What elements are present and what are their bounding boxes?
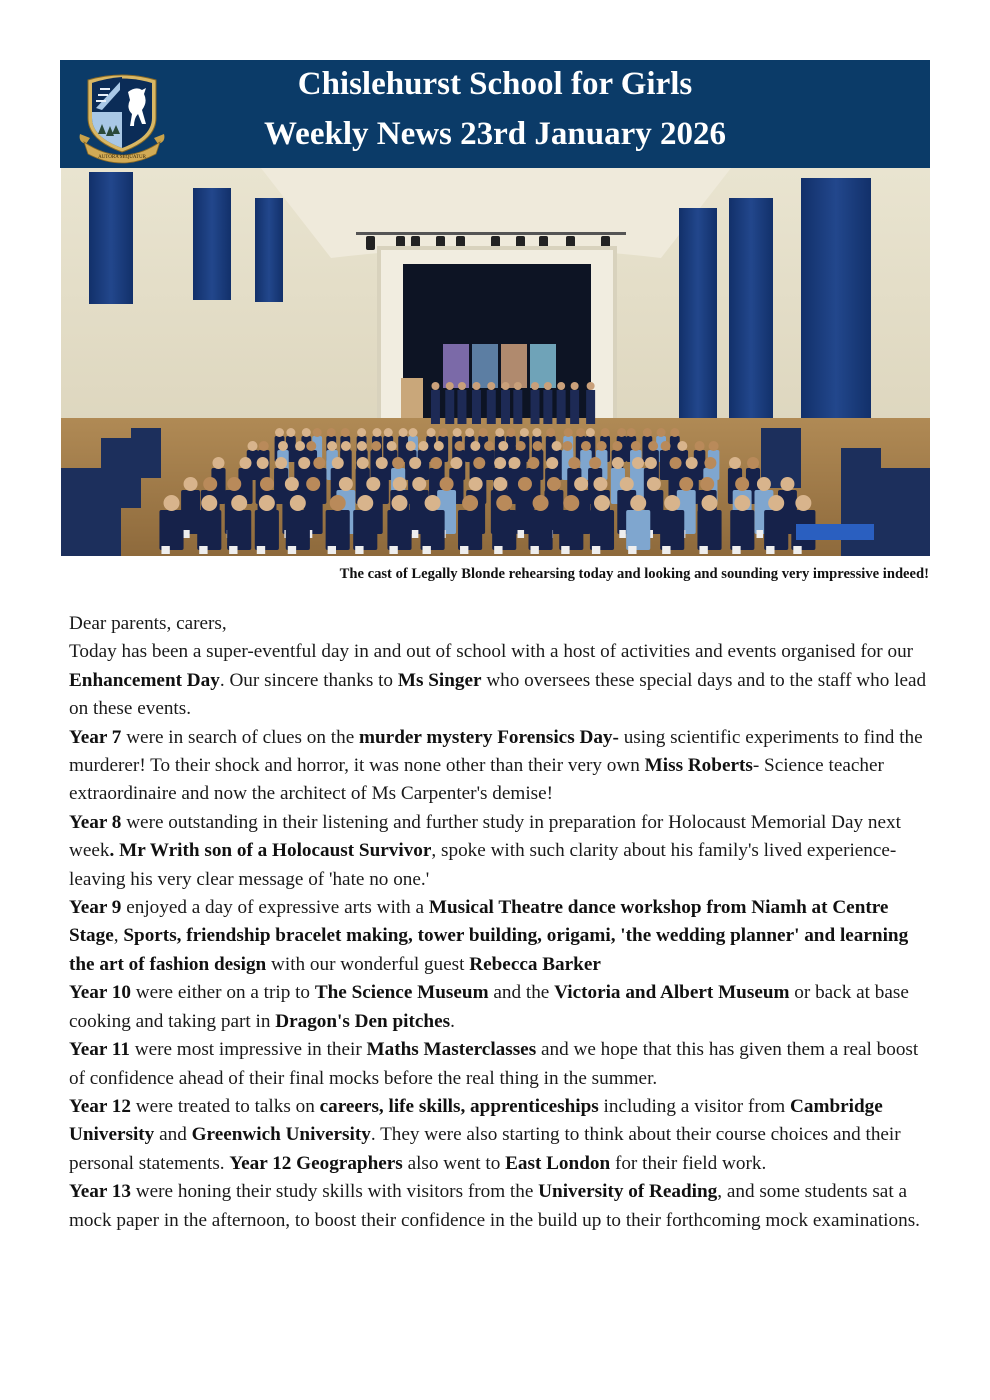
student-head: [484, 441, 494, 451]
student-head: [695, 441, 705, 451]
bold-text: Sports, friendship bracelet making, tower building, origami, 'the wedding planner' and learning the art of fashion design: [69, 925, 909, 975]
student-head: [391, 495, 407, 511]
letter-paragraph: [69, 724, 929, 809]
stage-banner: [443, 344, 469, 388]
bold-text: Dragon's Den pitches: [275, 1010, 451, 1032]
stage-banner: [501, 344, 527, 388]
student-shoe: [517, 530, 524, 538]
student: [326, 510, 350, 550]
student-head: [412, 477, 426, 491]
body-text: were either on a trip to: [131, 982, 315, 1004]
student-head: [327, 441, 337, 451]
performer-head: [458, 382, 466, 390]
performer-head: [472, 382, 480, 390]
student-head: [627, 428, 636, 437]
student-head: [302, 428, 311, 437]
student-shoe: [183, 530, 190, 538]
student-head: [670, 428, 679, 437]
photo-caption: The cast of Legally Blonde rehearsing today and looking and sounding very impressive indeed!: [339, 566, 929, 582]
performer-head: [544, 382, 552, 390]
student-head: [341, 428, 350, 437]
bold-text: Year 10: [69, 982, 131, 1004]
student-head: [563, 495, 579, 511]
student-head: [533, 441, 543, 451]
student-head: [387, 441, 397, 451]
student-head: [734, 495, 750, 511]
student-head: [563, 441, 573, 451]
student-head: [757, 477, 771, 491]
student-head: [574, 477, 588, 491]
student-head: [275, 457, 287, 469]
student-head: [434, 441, 444, 451]
student-head: [612, 441, 622, 451]
body-text: were outstanding in their listening and further study in preparation for Holocaust Memorial Day next week: [69, 811, 901, 862]
letter-paragraph: [69, 979, 929, 1036]
student-head: [493, 477, 507, 491]
student-head: [648, 441, 658, 451]
performer: [570, 390, 579, 424]
performer: [501, 390, 510, 424]
student-shoe: [412, 530, 419, 538]
performer-head: [514, 382, 522, 390]
student-head: [670, 457, 682, 469]
student-shoe: [328, 546, 336, 554]
bold-text: Year 9: [69, 897, 122, 919]
student-shoe: [592, 546, 600, 554]
bold-text: Greenwich University: [191, 1124, 371, 1146]
student-head: [768, 495, 784, 511]
window-curtain: [255, 198, 283, 302]
student-shoe: [199, 546, 207, 554]
student-head: [520, 428, 529, 437]
student-head: [306, 477, 320, 491]
student-head: [330, 495, 346, 511]
body-text: and: [154, 1124, 192, 1146]
student-head: [664, 495, 680, 511]
body-text: and we hope that this has given them a real boost of confidence ahead of their final mocks before the real thing in the summer.: [69, 1039, 919, 1089]
student: [529, 510, 553, 550]
student-head: [677, 441, 687, 451]
student: [492, 510, 516, 550]
student-head: [518, 477, 532, 491]
student-head: [212, 457, 224, 469]
performer-head: [557, 382, 565, 390]
body-text: enjoyed a day of expressive arts with a: [121, 897, 429, 919]
bold-text: Year 8: [69, 811, 122, 833]
student-head: [795, 495, 811, 511]
bold-text: Year 12: [69, 1095, 131, 1117]
letter-paragraphs: [69, 638, 929, 1235]
student-head: [508, 457, 520, 469]
bold-text: Miss Roberts: [644, 755, 753, 777]
student-head: [259, 495, 275, 511]
student-head: [290, 495, 306, 511]
body-text: with our wonderful guest: [266, 953, 470, 975]
student-head: [700, 477, 714, 491]
student-head: [184, 477, 198, 491]
newsletter-header: [60, 60, 930, 168]
student: [227, 510, 251, 550]
body-text: Today has been a super-eventful day in and out of school with a host of activities and events organised for our: [69, 641, 914, 663]
student-head: [632, 457, 644, 469]
student: [181, 490, 200, 534]
student-head: [532, 428, 541, 437]
student: [353, 510, 377, 550]
student: [559, 510, 583, 550]
school-name: Chislehurst School for Girls: [297, 66, 693, 102]
student-head: [275, 428, 284, 437]
student-head: [594, 495, 610, 511]
student-head: [399, 428, 408, 437]
letter-paragraph: [69, 894, 929, 979]
student-head: [702, 495, 718, 511]
student-shoe: [561, 546, 569, 554]
rehearsal-photo: [61, 168, 930, 556]
bold-text: Year 11: [69, 1039, 130, 1061]
crest-motto: AUTORA SEQUATUR: [98, 155, 146, 160]
student-head: [593, 477, 607, 491]
performer: [431, 390, 440, 424]
performer-head: [431, 382, 439, 390]
student-head: [278, 441, 288, 451]
student-head: [295, 441, 305, 451]
body-text: - Science teacher extraordinaire and now the architect of Ms Carpenter's demise!: [69, 755, 884, 805]
letter-paragraph: [69, 1178, 929, 1235]
body-text: . They were also starting to think about their course choices and their personal statements.: [69, 1124, 901, 1174]
student-head: [780, 477, 794, 491]
window-curtain: [193, 188, 231, 300]
body-text: were in search of clues on the: [121, 726, 360, 748]
student-head: [425, 495, 441, 511]
student: [458, 510, 482, 550]
performer: [543, 390, 552, 424]
bold-text: Maths Masterclasses: [366, 1039, 537, 1061]
performer: [557, 390, 566, 424]
student-shoe: [628, 546, 636, 554]
student-shoe: [766, 546, 774, 554]
student-head: [327, 428, 336, 437]
student-shoe: [756, 530, 763, 538]
stage-banner: [530, 344, 556, 388]
student-head: [313, 457, 325, 469]
student-head: [462, 495, 478, 511]
student-head: [546, 428, 555, 437]
performer-head: [531, 382, 539, 390]
student-head: [527, 457, 539, 469]
letter-paragraph: [69, 1036, 929, 1093]
student-head: [313, 428, 322, 437]
body-text: were treated to talks on: [131, 1095, 320, 1117]
student-head: [516, 441, 526, 451]
student-shoe: [494, 546, 502, 554]
student-shoe: [288, 546, 296, 554]
student-head: [552, 441, 562, 451]
student-head: [647, 477, 661, 491]
student-head: [643, 428, 652, 437]
student-head: [496, 495, 512, 511]
letter-paragraph: [69, 809, 929, 894]
stage-banner: [472, 344, 498, 388]
student-head: [657, 428, 666, 437]
chair-stack: [881, 468, 930, 556]
student-head: [341, 441, 351, 451]
bold-text: Musical Theatre dance workshop from Niamh at Centre Stage: [69, 897, 889, 947]
performer: [472, 390, 481, 424]
lighting-bar: [356, 232, 626, 235]
body-text: also went to: [402, 1152, 506, 1174]
student-head: [409, 428, 418, 437]
student-head: [568, 457, 580, 469]
body-text: were honing their study skills with visitors from the: [131, 1181, 539, 1203]
student: [697, 510, 721, 550]
student-head: [357, 428, 366, 437]
student-head: [729, 457, 741, 469]
performer-head: [587, 382, 595, 390]
student: [255, 510, 279, 550]
student-head: [465, 428, 474, 437]
student-head: [506, 428, 515, 437]
student-head: [259, 441, 269, 451]
student-head: [298, 457, 310, 469]
student: [286, 510, 310, 550]
student-head: [479, 428, 488, 437]
bold-text: careers, life skills, apprenticeships: [319, 1095, 599, 1117]
performer: [586, 390, 595, 424]
school-hall-scene: [61, 168, 930, 556]
student-head: [704, 457, 716, 469]
student: [660, 510, 684, 550]
performer-head: [502, 382, 510, 390]
student-head: [357, 495, 373, 511]
student-shoe: [389, 546, 397, 554]
student-shoe: [355, 546, 363, 554]
student-head: [581, 441, 591, 451]
bold-text: Ms Singer: [397, 669, 482, 691]
student-head: [597, 441, 607, 451]
performer: [445, 390, 454, 424]
student-shoe: [662, 546, 670, 554]
student-head: [735, 477, 749, 491]
student-head: [630, 495, 646, 511]
student-head: [747, 457, 759, 469]
student-head: [239, 457, 251, 469]
student-head: [393, 477, 407, 491]
student-head: [286, 428, 295, 437]
student-head: [631, 441, 641, 451]
student-shoe: [161, 546, 169, 554]
student-head: [427, 428, 436, 437]
student-shoe: [732, 546, 740, 554]
letter-paragraph: [69, 1093, 929, 1178]
student-shoe: [460, 546, 468, 554]
bold-text: Victoria and Albert Museum: [554, 982, 790, 1004]
student-head: [371, 441, 381, 451]
student-head: [418, 441, 428, 451]
letter-body: [69, 610, 929, 1235]
student-head: [494, 457, 506, 469]
student-head: [495, 428, 504, 437]
student-head: [203, 477, 217, 491]
student-head: [366, 477, 380, 491]
student-head: [589, 457, 601, 469]
student-head: [164, 495, 180, 511]
student-head: [709, 441, 719, 451]
body-text: ,: [113, 925, 124, 947]
performer: [457, 390, 466, 424]
student-head: [601, 428, 610, 437]
chair-stack: [131, 428, 161, 478]
bold-text: Year 7: [69, 726, 122, 748]
student-head: [357, 457, 369, 469]
student: [590, 510, 614, 550]
student-head: [260, 477, 274, 491]
body-text: .: [450, 1010, 455, 1032]
student-head: [376, 457, 388, 469]
bold-text: Year 13: [69, 1181, 131, 1203]
letter-greeting: Dear parents, carers,: [69, 613, 227, 634]
student-head: [384, 428, 393, 437]
student-head: [617, 428, 626, 437]
student-head: [357, 441, 367, 451]
performer-head: [487, 382, 495, 390]
window-curtain: [89, 172, 133, 304]
body-text: . Our sincere thanks to: [219, 669, 398, 691]
performer-head: [446, 382, 454, 390]
student-shoe: [793, 546, 801, 554]
bold-text: murder mystery Forensics Day-: [359, 726, 619, 748]
student-head: [645, 457, 657, 469]
student-head: [533, 495, 549, 511]
body-text: who oversees these special days and to the staff who lead on these events.: [69, 669, 927, 720]
side-table: [796, 524, 874, 540]
student: [387, 510, 411, 550]
body-text: and the: [488, 982, 555, 1004]
student-head: [498, 441, 508, 451]
student-head: [686, 457, 698, 469]
student-head: [372, 428, 381, 437]
student-head: [440, 477, 454, 491]
student-head: [586, 428, 595, 437]
student-head: [620, 477, 634, 491]
student-head: [564, 428, 573, 437]
student-shoe: [229, 546, 237, 554]
student-head: [306, 441, 316, 451]
student-head: [439, 428, 448, 437]
stage-light: [366, 236, 375, 250]
body-text: for their field work.: [610, 1152, 767, 1174]
student-head: [546, 457, 558, 469]
bold-text: Year 12 Geographers: [229, 1152, 403, 1174]
body-text: , spoke with such clarity about his family's lived experience- leaving his very clear message of 'hate no one.': [69, 840, 897, 890]
student-head: [661, 441, 671, 451]
body-text: using scientific experiments to find the murderer! To their shock and horror, it was none other than their very own: [69, 726, 923, 777]
student-head: [201, 495, 217, 511]
student-head: [454, 441, 464, 451]
newsletter-title: Weekly News 23rd January 2026: [264, 116, 726, 152]
student: [421, 510, 445, 550]
bold-text: University of Reading: [538, 1181, 718, 1203]
student-head: [332, 457, 344, 469]
bold-text: The Science Museum: [314, 982, 489, 1004]
student: [764, 510, 788, 550]
student-head: [612, 457, 624, 469]
student-head: [339, 477, 353, 491]
performer-head: [571, 382, 579, 390]
student-shoe: [699, 546, 707, 554]
bold-text: Rebecca Barker: [469, 953, 601, 975]
body-text: including a visitor from: [598, 1095, 791, 1117]
bold-text: Enhancement Day: [69, 669, 220, 691]
student-head: [576, 428, 585, 437]
bold-text: Cambridge University: [69, 1095, 883, 1146]
student-head: [453, 428, 462, 437]
student: [626, 510, 650, 550]
body-text: were most impressive in their: [129, 1039, 367, 1061]
performer: [513, 390, 522, 424]
student-head: [247, 441, 257, 451]
student: [159, 510, 183, 550]
body-text: , and some students sat a mock paper in the afternoon, to boost their confidence in the build up to their forthcoming mock examinations.: [69, 1181, 920, 1231]
bold-text: East London: [505, 1152, 611, 1174]
student-head: [392, 457, 404, 469]
student-head: [473, 457, 485, 469]
performer: [531, 390, 540, 424]
student-head: [450, 457, 462, 469]
student-shoe: [257, 546, 265, 554]
student-head: [257, 457, 269, 469]
bold-text: . Mr Writh son of a Holocaust Survivor: [109, 840, 432, 862]
student-head: [227, 477, 241, 491]
letter-paragraph: [69, 638, 929, 723]
student-head: [469, 477, 483, 491]
student-head: [679, 477, 693, 491]
student: [197, 510, 221, 550]
student-shoe: [423, 546, 431, 554]
student-head: [470, 441, 480, 451]
student-head: [406, 441, 416, 451]
header-title-block: [60, 60, 930, 168]
performer: [487, 390, 496, 424]
student: [730, 510, 754, 550]
student-shoe: [619, 530, 626, 538]
student-head: [430, 457, 442, 469]
student-shoe: [531, 546, 539, 554]
body-text: or back at base cooking and taking part in: [69, 982, 909, 1032]
student-head: [231, 495, 247, 511]
student-head: [547, 477, 561, 491]
student-head: [409, 457, 421, 469]
student-head: [285, 477, 299, 491]
